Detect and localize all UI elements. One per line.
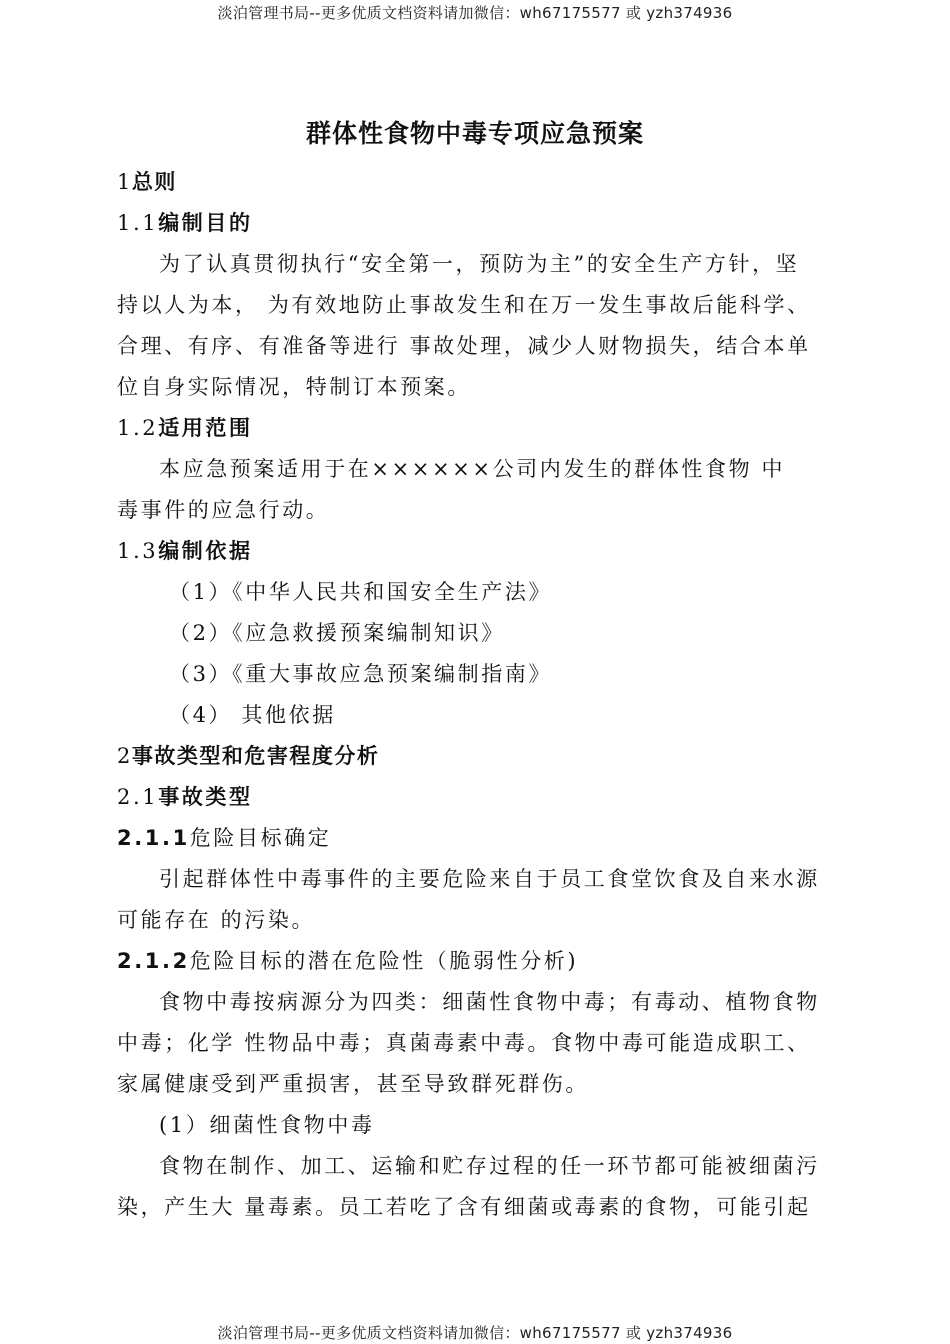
section-number: 2.1.2 (117, 949, 190, 973)
paragraph-line: 位自身实际情况，特制订本预案。 (117, 375, 471, 399)
paragraph-line: 引起群体性中毒事件的主要危险来自于员工食堂饮食及自来水源 (159, 867, 820, 891)
section-2-1-2-heading (117, 941, 837, 982)
section-1-3-heading (117, 531, 837, 572)
section-title: 事故类型和危害程度分析 (131, 744, 380, 768)
section-number: 2.1 (117, 785, 159, 809)
page-header: 淡泊管理书局--更多优质文档资料请加微信：wh67175577 或 yzh374936 (217, 4, 733, 22)
paragraph-line: 持以人为本， 为有效地防止事故发生和在万一发生事故后能科学、 (117, 293, 811, 317)
section-number: 2.1.1 (117, 826, 190, 850)
section-title: 编制依据 (158, 539, 253, 563)
basis-item: （2）《应急救援预案编制知识》 (169, 621, 505, 645)
basis-item: （4） 其他依据 (169, 703, 336, 727)
paragraph-line: 食物中毒按病源分为四类：细菌性食物中毒；有毒动、植物食物 (159, 990, 820, 1014)
section-2-1-1-heading (117, 818, 837, 859)
section-title: 适用范围 (158, 416, 253, 440)
paragraph-line: 家属健康受到严重损害，甚至导致群死群伤。 (117, 1072, 589, 1096)
section-number: 1.2 (117, 416, 159, 440)
section-title: 总则 (131, 170, 177, 194)
paragraph-line: 合理、有序、有准备等进行 事故处理，减少人财物损失，结合本单 (117, 334, 811, 358)
section-title: 危险目标的潜在危险性（脆弱性分析) (189, 949, 579, 973)
page-title: 群体性食物中毒专项应急预案 (305, 119, 644, 148)
paragraph-line: 毒事件的应急行动。 (117, 498, 330, 522)
paragraph-line: 可能存在 的污染。 (117, 908, 316, 932)
section-number: 1 (117, 170, 132, 194)
section-number: 2 (117, 744, 132, 768)
basis-item: （3）《重大事故应急预案编制指南》 (169, 662, 553, 686)
section-1-2-heading (117, 408, 837, 449)
section-1-heading (117, 162, 837, 203)
section-number: 1.1 (117, 211, 159, 235)
basis-item: （1）《中华人民共和国安全生产法》 (169, 580, 553, 604)
paragraph-line: 中毒；化学 性物品中毒；真菌毒素中毒。食物中毒可能造成职工、 (117, 1031, 811, 1055)
section-title: 编制目的 (158, 211, 253, 235)
section-title: 事故类型 (158, 785, 253, 809)
paragraph-line: 染，产生大 量毒素。员工若吃了含有细菌或毒素的食物，可能引起 (117, 1195, 811, 1219)
paragraph-line: 本应急预案适用于在××××××公司内发生的群体性食物 中 (159, 457, 786, 481)
section-2-heading (117, 736, 837, 777)
section-number: 1.3 (117, 539, 159, 563)
section-title: 危险目标确定 (189, 826, 332, 850)
subsection-heading: (1）细菌性食物中毒 (159, 1113, 375, 1137)
page-footer: 淡泊管理书局--更多优质文档资料请加微信：wh67175577 或 yzh374936 (217, 1324, 733, 1342)
section-2-1-heading (117, 777, 837, 818)
paragraph-line: 食物在制作、加工、运输和贮存过程的任一环节都可能被细菌污 (159, 1154, 820, 1178)
document-body (117, 162, 837, 1228)
paragraph-line: 为了认真贯彻执行“安全第一，预防为主”的安全生产方针，坚 (159, 252, 800, 276)
section-1-1-heading (117, 203, 837, 244)
